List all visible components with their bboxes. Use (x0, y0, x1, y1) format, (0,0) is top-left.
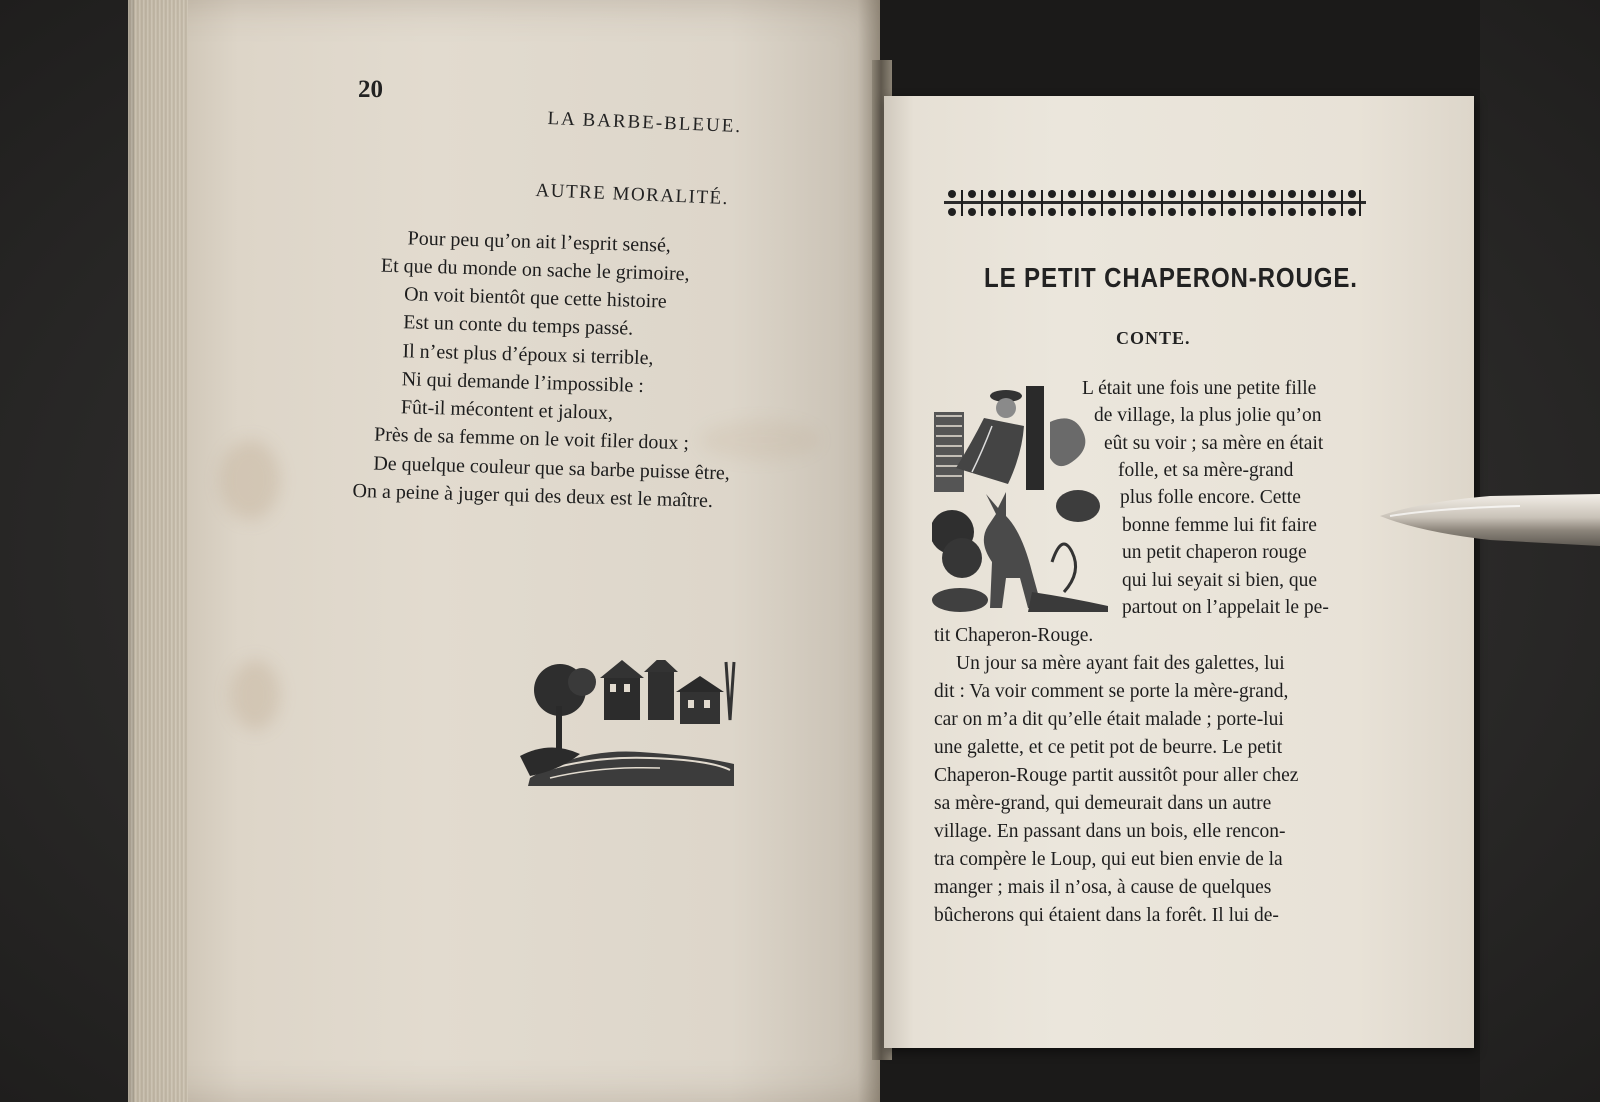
section-heading: AUTRE MORALITÉ. (535, 180, 730, 210)
body-line: folle, et sa mère-grand (1118, 460, 1294, 481)
poem-line: Près de sa femme on le voit filer doux ; (373, 423, 690, 455)
metal-pointer-tool (1380, 488, 1600, 558)
body-line: Chaperon-Rouge partit aussitôt pour aller chez (934, 765, 1299, 786)
page-stain (220, 440, 280, 520)
body-line: partout on l’appelait le pe- (1122, 597, 1329, 618)
body-line: plus folle encore. Cette (1120, 487, 1301, 508)
body-line: L était une fois une petite fille (1082, 378, 1317, 399)
body-line: tit Chaperon-Rouge. (934, 625, 1094, 646)
poem-line: Fût-il mécontent et jaloux, (400, 396, 614, 425)
story-title: LE PETIT CHAPERON-ROUGE. (984, 262, 1358, 293)
body-line: sa mère-grand, qui demeurait dans un autre (934, 793, 1272, 814)
body-line: bûcherons qui étaient dans la forêt. Il lui de- (934, 905, 1279, 926)
body-line: car on m’a dit qu’elle était malade ; porte-lui (934, 709, 1284, 730)
page-stain (700, 420, 820, 460)
poem-line: Et que du monde on sache le grimoire, (380, 254, 690, 286)
body-line: manger ; mais il n’osa, à cause de quelques (934, 877, 1272, 898)
body-line: tra compère le Loup, qui eut bien envie de la (934, 849, 1283, 870)
poem-line: On a peine à juger qui des deux est le maître. (352, 479, 714, 512)
poem-line: Ni qui demande l’impossible : (401, 368, 645, 397)
body-line: de village, la plus jolie qu’on (1094, 405, 1322, 426)
body-line: un petit chaperon rouge (1122, 542, 1307, 563)
body-line: qui lui seyait si bien, que (1122, 570, 1317, 591)
poem-line: De quelque couleur que sa barbe puisse être, (373, 452, 731, 485)
fleuron-ornament-band (944, 186, 1366, 220)
poem-line: Il n’est plus d’époux si terrible, (402, 340, 654, 370)
village-vignette-engraving (520, 660, 742, 790)
left-page-edges (128, 0, 188, 1102)
left-page (134, 0, 880, 1102)
running-head: LA BARBE-BLEUE. (547, 108, 743, 138)
story-subtitle: CONTE. (1116, 328, 1191, 348)
body-line: village. En passant dans un bois, elle rencon- (934, 821, 1286, 842)
poem-line: Est un conte du temps passé. (403, 311, 634, 340)
page-stain (230, 660, 280, 730)
chaperon-rouge-wolf-engraving (932, 382, 1116, 622)
body-line: Un jour sa mère ayant fait des galettes, lui (956, 653, 1285, 674)
body-line: une galette, et ce petit pot de beurre. Le petit (934, 737, 1283, 758)
poem-line: On voit bientôt que cette histoire (403, 283, 668, 313)
body-line: bonne femme lui fit faire (1122, 515, 1317, 536)
poem-line: Pour peu qu’on ait l’esprit sensé, (407, 227, 672, 257)
page-number: 20 (358, 76, 383, 103)
body-line: dit : Va voir comment se porte la mère-grand, (934, 681, 1289, 702)
body-line: eût su voir ; sa mère en était (1104, 433, 1324, 454)
